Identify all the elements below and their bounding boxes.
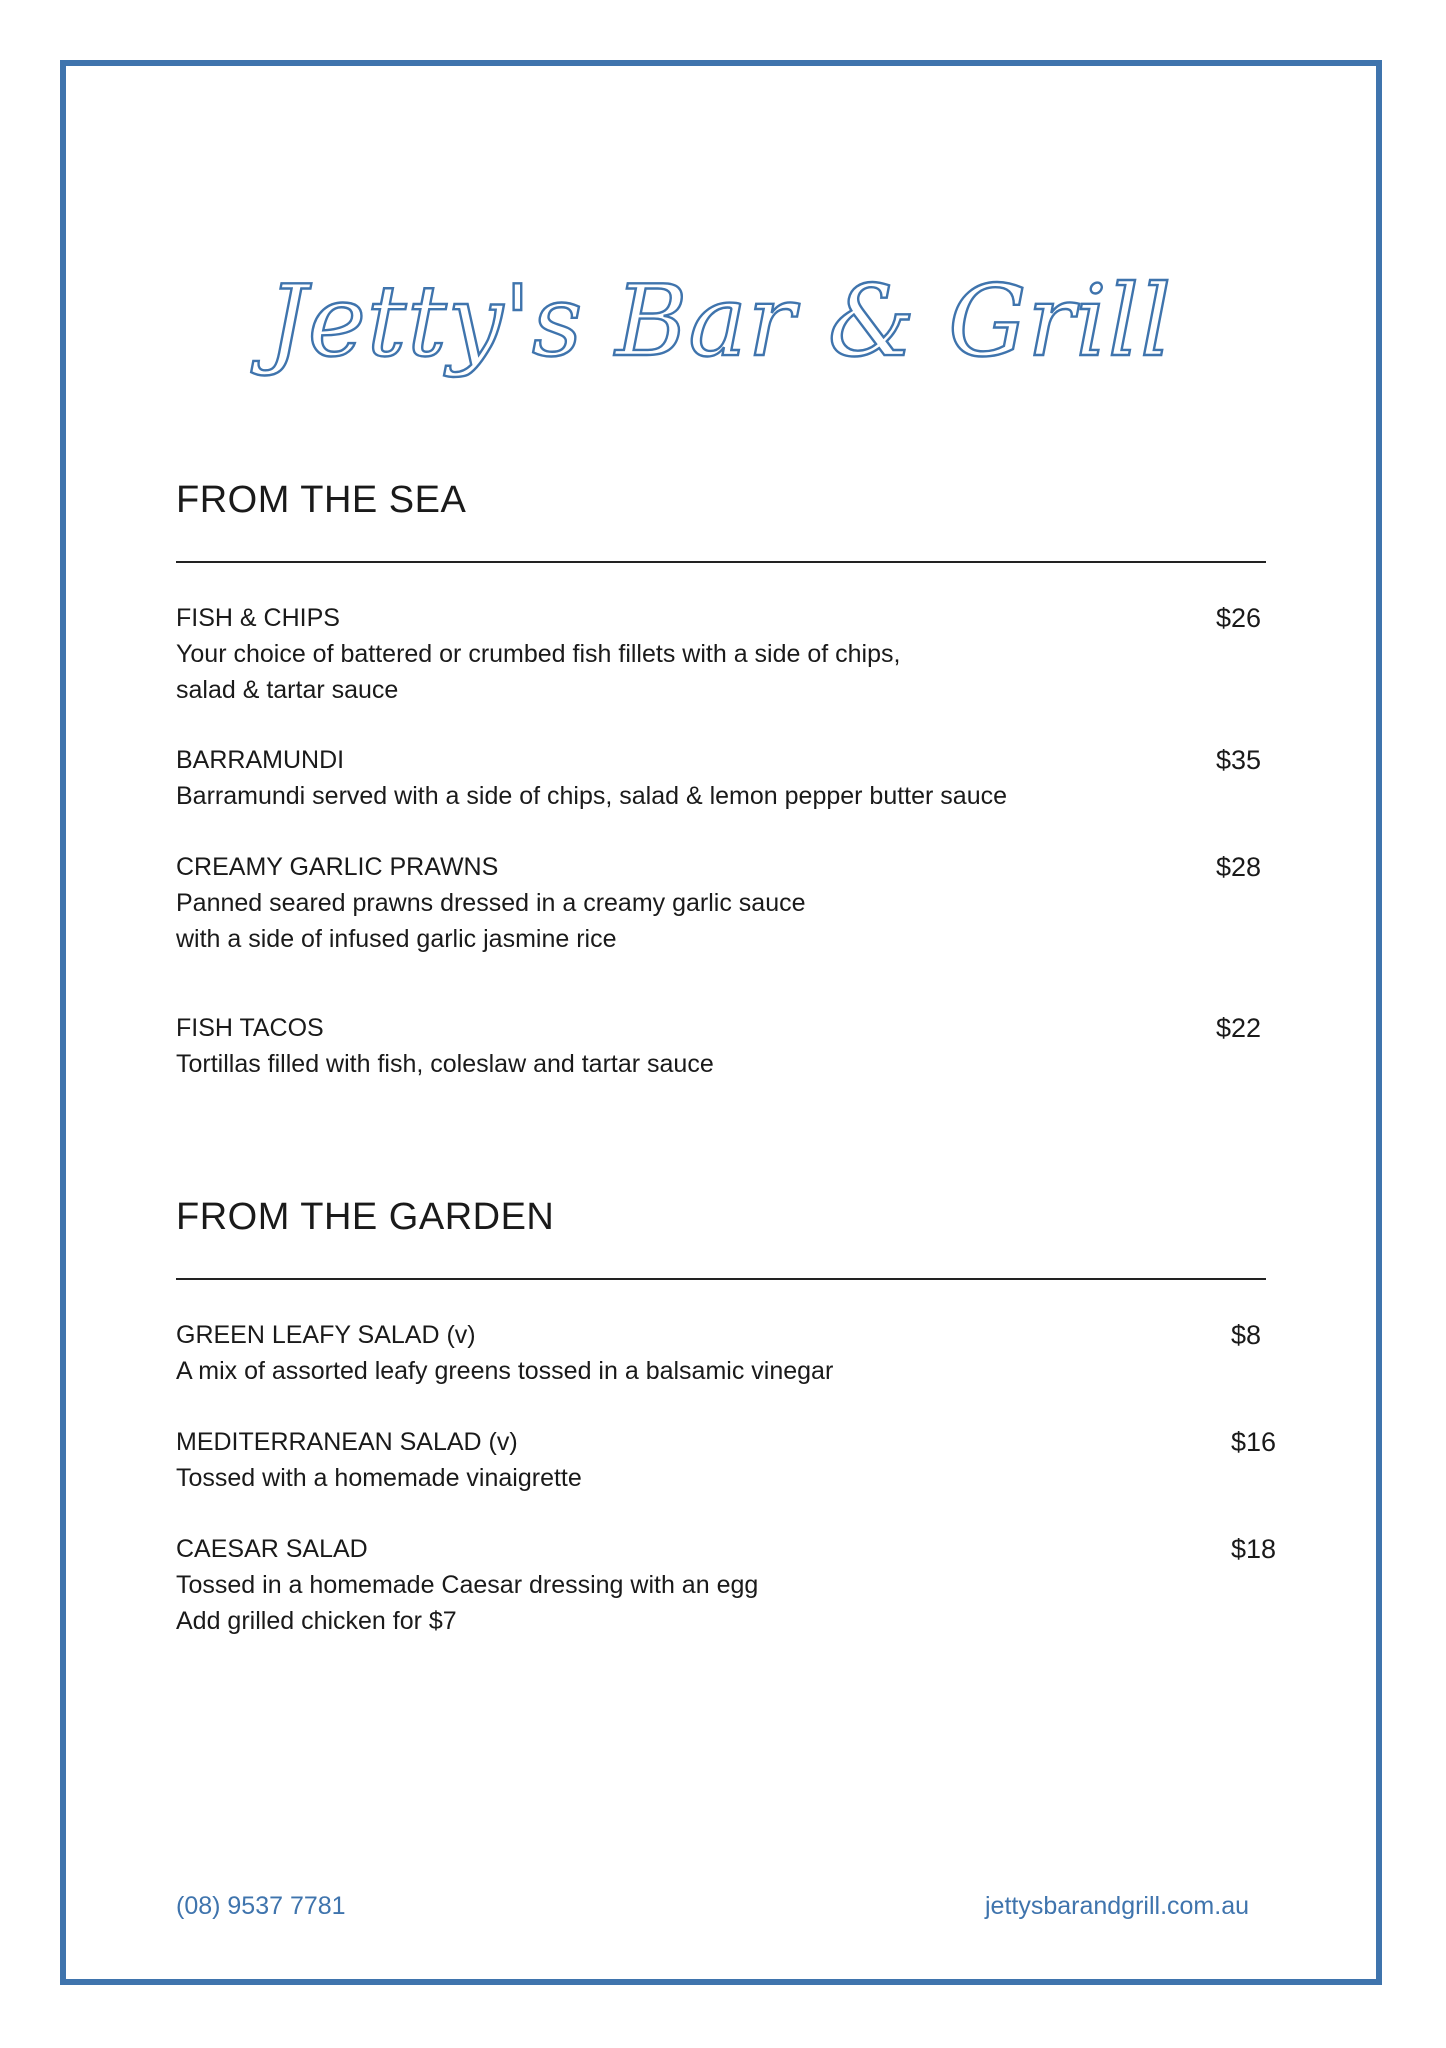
- item-description: A mix of assorted leafy greens tossed in a balsamic vinegar: [176, 1357, 834, 1385]
- website-link[interactable]: jettysbarandgrill.com.au: [985, 1892, 1250, 1920]
- item-name: FISH & CHIPS: [176, 604, 340, 632]
- section-title: FROM THE GARDEN: [176, 1196, 555, 1238]
- item-description: Your choice of battered or crumbed fish fillets with a side of chips, salad & tartar sauce: [176, 640, 901, 704]
- menu-item: [176, 1531, 1277, 1639]
- item-price: $26: [1216, 603, 1262, 633]
- logo-text: Jetty's Bar & Grill: [267, 265, 1173, 379]
- menu-item: [176, 849, 1266, 957]
- section-title: FROM THE SEA: [176, 479, 467, 521]
- item-description: Tortillas filled with fish, coleslaw and tartar sauce: [176, 1050, 714, 1078]
- item-name: CAESAR SALAD: [176, 1535, 368, 1563]
- item-price: $35: [1216, 745, 1262, 775]
- item-price: $18: [1231, 1534, 1277, 1564]
- logo-script: [267, 250, 1173, 400]
- item-price: $28: [1216, 852, 1262, 882]
- item-name: CREAMY GARLIC PRAWNS: [176, 853, 499, 881]
- item-price: $16: [1231, 1427, 1277, 1457]
- section-divider: [176, 561, 1266, 563]
- phone-link[interactable]: (08) 9537 7781: [176, 1892, 346, 1920]
- item-description: Tossed in a homemade Caesar dressing with an egg Add grilled chicken for $7: [176, 1571, 759, 1635]
- section-from-the-sea: [176, 478, 1266, 1078]
- item-price: $22: [1216, 1013, 1262, 1043]
- item-description: Barramundi served with a side of chips, salad & lemon pepper butter sauce: [176, 782, 1008, 810]
- section-divider: [176, 1278, 1266, 1280]
- menu-item: [176, 600, 1266, 708]
- item-name: MEDITERRANEAN SALAD (v): [176, 1428, 518, 1456]
- menu-item: [176, 1010, 1266, 1082]
- logo: [267, 250, 1173, 400]
- item-description: Tossed with a homemade vinaigrette: [176, 1464, 582, 1492]
- menu-item: [176, 1317, 1266, 1389]
- item-name: BARRAMUNDI: [176, 746, 345, 774]
- item-name: FISH TACOS: [176, 1014, 324, 1042]
- item-price: $8: [1231, 1320, 1262, 1350]
- menu-item: [176, 1424, 1277, 1496]
- item-description: Panned seared prawns dressed in a creamy garlic sauce with a side of infused garlic jasmine rice: [176, 889, 806, 953]
- menu-item: [176, 742, 1266, 814]
- section-from-the-garden: [176, 1195, 1277, 1635]
- item-name: GREEN LEAFY SALAD (v): [176, 1321, 476, 1349]
